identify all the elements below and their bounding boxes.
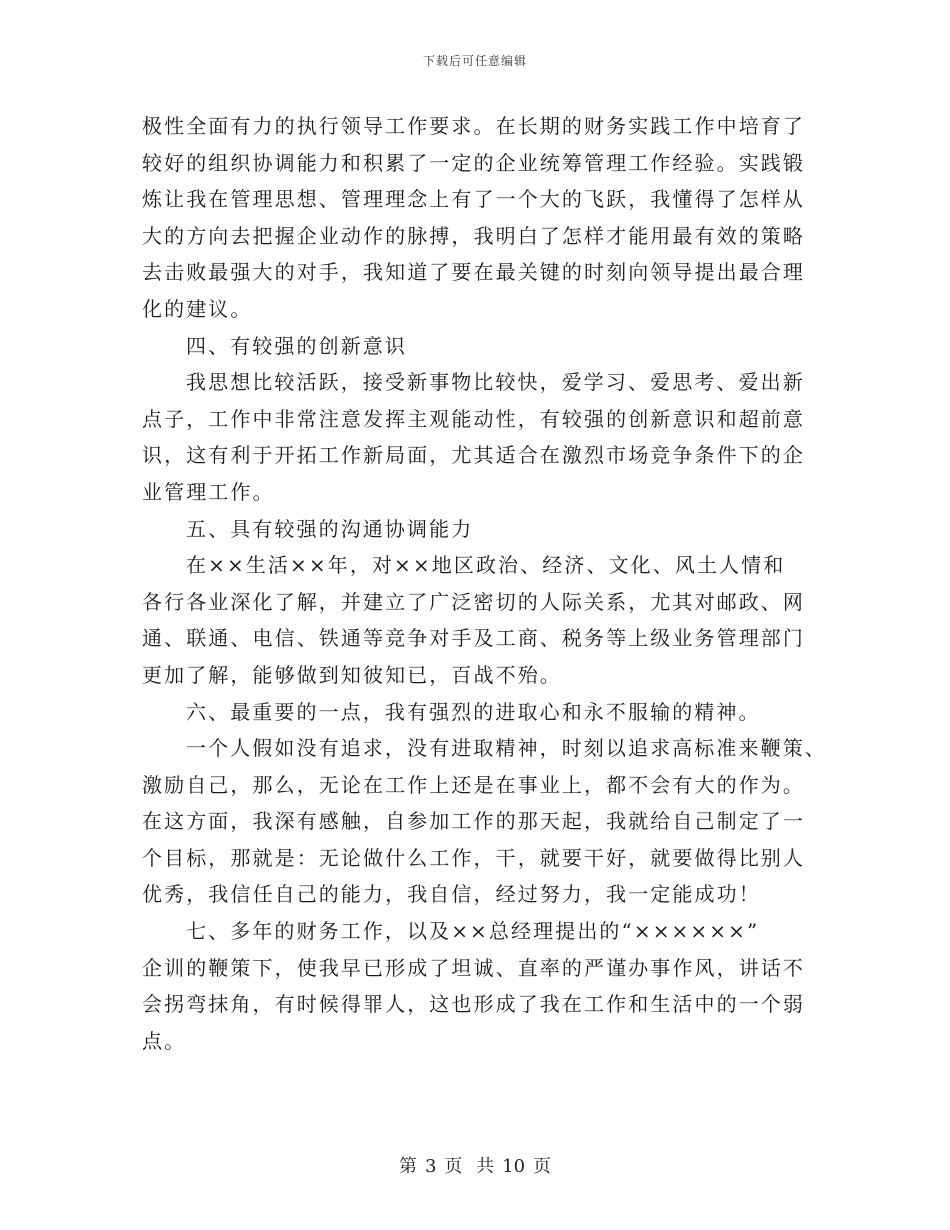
section-heading: 六、最重要的一点，我有强烈的进取心和永不服输的精神。 — [186, 699, 761, 724]
text-line: 在××生活××年，对××地区政治、经济、文化、风土人情和 — [186, 553, 786, 578]
section-heading: 七、多年的财务工作，以及××总经理提出的“××××××” — [186, 919, 760, 944]
text-line: 激励自己，那么，无论在工作上还是在事业上，都不会有大的作为。 — [142, 772, 805, 797]
text-line: 一个人假如没有追求，没有进取精神，时刻以追求高标准来鞭策、 — [186, 736, 827, 761]
text-line: 优秀，我信任自己的能力，我自信，经过努力，我一定能成功！ — [142, 882, 761, 907]
text-line: 点。 — [142, 1028, 187, 1053]
text-line: 企训的鞭策下，使我早已形成了坦诚、直率的严谨办事作风，讲话不 — [142, 955, 805, 980]
footer-prefix: 第 — [398, 1156, 417, 1177]
text-line: 通、联通、电信、铁通等竞争对手及工商、税务等上级业务管理部门 — [142, 626, 805, 651]
document-body — [142, 108, 827, 1059]
section-heading: 五、具有较强的沟通协调能力 — [186, 516, 474, 541]
text-line: 较好的组织协调能力和积累了一定的企业统筹管理工作经验。实践锻 — [142, 150, 805, 175]
text-line: 我思想比较活跃，接受新事物比较快，爱学习、爱思考、爱出新 — [186, 370, 805, 395]
text-line: 大的方向去把握企业动作的脉搏，我明白了怎样才能用最有效的策略 — [142, 223, 805, 248]
text-line: 极性全面有力的执行领导工作要求。在长期的财务实践工作中培育了 — [142, 114, 805, 138]
text-line: 化的建议。 — [142, 296, 253, 321]
current-page-number: 3 — [424, 1156, 437, 1177]
text-line: 各行各业深化了解，并建立了广泛密切的人际关系，尤其对邮政、网 — [142, 589, 805, 614]
page-header-note: 下载后可任意编辑 — [422, 54, 527, 68]
page-number-footer — [0, 1152, 950, 1178]
text-line: 会拐弯抹角，有时候得罪人，这也形成了我在工作和生活中的一个弱 — [142, 992, 805, 1017]
total-page-count: 10 — [502, 1156, 526, 1177]
text-line: 更加了解，能够做到知彼知已，百战不殆。 — [142, 662, 562, 687]
text-line: 识，这有利于开拓工作新局面，尤其适合在激烈市场竞争条件下的企 — [142, 443, 805, 468]
footer-middle: 页 共 — [444, 1156, 495, 1177]
text-line: 个目标，那就是：无论做什么工作，干，就要干好，就要做得比别人 — [142, 845, 805, 870]
footer-suffix: 页 — [533, 1156, 552, 1177]
text-line: 点子，工作中非常注意发挥主观能动性，有较强的创新意识和超前意 — [142, 406, 805, 431]
text-line: 业管理工作。 — [142, 479, 275, 504]
text-line: 炼让我在管理思想、管理理念上有了一个大的飞跃，我懂得了怎样从 — [142, 187, 805, 212]
text-line: 去击败最强大的对手，我知道了要在最关键的时刻向领导提出最合理 — [142, 260, 805, 285]
text-line: 在这方面，我深有感触，自参加工作的那天起，我就给自己制定了一 — [142, 809, 805, 834]
section-heading: 四、有较强的创新意识 — [186, 333, 407, 358]
